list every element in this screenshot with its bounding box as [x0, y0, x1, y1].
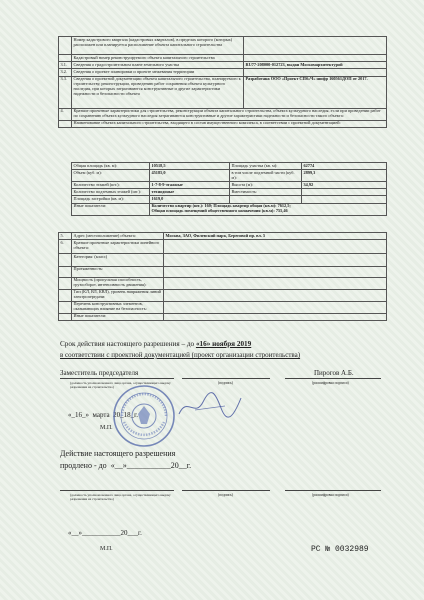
validity-suffix: в соответствии с проектной документацией (проект организации строительства) [60, 351, 301, 359]
validity-prefix: Срок действия настоящего разрешения – до [60, 340, 195, 348]
serial-number: РС № 0032989 [311, 545, 369, 554]
table-row [72, 170, 387, 182]
table-cell: Номер кадастрового квартала (кадастровых кварталов), в пределах которого (которых) расположен или планируется расположение объекта капитального строительства [72, 37, 244, 55]
signer-name: Пирогов А.Б. [314, 369, 354, 377]
table-cell: Количество подземных этажей (шт.): [72, 189, 150, 196]
table-cell: Сведения о проекте планировки и проекте межевания территории [72, 69, 244, 76]
caption-position: (должность уполномоченного лица органа, осуществляющего выдачу разрешения на строительство) [70, 381, 171, 389]
issue-year: 20_18_г. [113, 411, 138, 419]
address-table [58, 232, 387, 321]
table-cell: Разработана ООО «Проект СПб»Ч» шифр 160561ДОП от 2017. [244, 76, 387, 108]
table-cell: Сведения о градостроительном плане земельного участка [72, 62, 244, 69]
table-cell: Сведения о проектной документации объекта капитального строительства, планируемого к строительству, реконструкции, проведению работ сохранения объекта культурного наследия, при которых затрагиваются конструктивные и другие характеристики надежности и безопасности объекта [72, 76, 244, 108]
signature-scribble [175, 388, 245, 422]
characteristics-table [71, 162, 387, 216]
table-cell: 34,92 [302, 182, 387, 189]
other-value-line: Общая площадь помещений общественного назначения (кв.м): 755,46 [151, 208, 288, 214]
row-number: 5. [59, 233, 72, 240]
table-cell: Иные показатели: [72, 203, 150, 215]
table-cell [150, 203, 387, 215]
table-cell: Краткие проектные характеристики линейного объекта: [72, 240, 164, 254]
table-cell: Адрес (местоположение) объекта: [72, 233, 164, 240]
extension-date: «__»___________20___г. [68, 529, 142, 537]
table-row [72, 203, 387, 215]
table-cell: 45185,0 [150, 170, 230, 182]
table-cell: Объем (куб. м): [72, 170, 150, 182]
table-row [59, 266, 387, 277]
row-number: 3.2. [59, 69, 72, 76]
table-row [59, 289, 387, 301]
table-row [59, 37, 387, 55]
table-cell: Тип (КЛ, ВЛ, КВЛ), уровень напряжения линий электропередачи: [72, 289, 164, 301]
table-row [59, 254, 387, 266]
table-cell: Москва, ЗАО, Филевский парк, Береговой пр. вл. 5 [164, 233, 387, 240]
table-cell: Наименование объекта капитального строительства, входящего в состав имущественного комплекса, в соответствии с проектной документацией: [72, 120, 387, 127]
table-cell: технодоные [150, 189, 230, 196]
table-row [72, 189, 387, 196]
table-cell: Краткие проектные характеристики для строительства, реконструкции объекта капитального строительства, объекта культурного наследия, если при проведении работ по сохранению объекта культурного наследия затрагиваются конструктивные и другие характеристики надежности и безопасности такого объекта: [72, 108, 387, 120]
signer-position: Заместитель председателя [60, 369, 139, 377]
table-row [59, 55, 387, 62]
table-cell: 1-7-8-9-этажные [150, 182, 230, 189]
table-cell: 62774 [302, 163, 387, 170]
row-number: 6. [59, 240, 72, 254]
table-cell: Площадь застройки (кв. м): [72, 196, 150, 203]
table-cell: Высота (м): [230, 182, 302, 189]
validity-line [60, 340, 251, 348]
caption-signature: (подпись) [218, 381, 233, 385]
table-row [59, 76, 387, 108]
row-number: 3.1. [59, 62, 72, 69]
table-row [59, 277, 387, 289]
table-cell: Количество этажей (шт.): [72, 182, 150, 189]
table-row [59, 69, 387, 76]
other-value-line: Количество квартир (шт.): 160; Площадь квартир общая (кв.м): 7612,5; [151, 203, 291, 209]
prolong-label: продлено - до [60, 461, 107, 470]
caption-signature: (подпись) [218, 493, 233, 497]
table-cell: Категория: (класс) [72, 254, 164, 266]
table-row [59, 301, 387, 313]
row-number: 4. [59, 108, 72, 120]
issue-month: марта [92, 411, 110, 419]
caption-name: (расшифровка подписи) [312, 381, 349, 385]
table-cell: Иные показатели: [72, 313, 164, 320]
caption-position: (должность уполномоченного лица органа, осуществляющего выдачу разрешения на строительство) [70, 493, 171, 501]
table-row [59, 233, 387, 240]
extension-title: Действие настоящего разрешения [60, 449, 176, 458]
table-cell: 10518,5 [150, 163, 230, 170]
table-cell: Кадастровый номер реконструируемого объекта капитального строительства [72, 55, 244, 62]
table-row [59, 62, 387, 69]
table-row [59, 240, 387, 254]
seal-place-label: М.П. [100, 425, 113, 431]
table-cell: Площадь участка (кв. м): [230, 163, 302, 170]
validity-date: «16» ноября 2019 [195, 340, 252, 348]
caption-name: (расшифровка подписи) [312, 493, 349, 497]
table-cell: Общая площадь (кв. м): [72, 163, 150, 170]
table-cell: Протяженность: [72, 266, 164, 277]
table-cell: RU77-208000-012723, выдан Москомархитектурой [244, 62, 387, 69]
prolong-blank: «__»___________20__г. [110, 461, 192, 470]
table-cell: Вместимость: [230, 189, 302, 196]
permit-table [58, 36, 387, 128]
table-cell: 1619,0 [150, 196, 230, 203]
table-row [72, 196, 387, 203]
table-cell: Мощность (пропускная способность, грузооборот, интенсивность движения): [72, 277, 164, 289]
table-row [72, 163, 387, 170]
extension-prolong [60, 461, 191, 470]
issue-day: «_16_» [68, 411, 89, 419]
table-row [59, 120, 387, 127]
table-row [59, 313, 387, 320]
table-cell: 2899,3 [302, 170, 387, 182]
official-seal [112, 384, 176, 448]
table-row [59, 108, 387, 120]
table-row [72, 182, 387, 189]
seal-place-label: М.П. [100, 546, 113, 552]
table-cell: в том числе подземной части (куб. м): [230, 170, 302, 182]
row-number: 3.3. [59, 76, 72, 108]
table-cell: Перечень конструктивных элементов, оказывающих влияние на безопасность: [72, 301, 164, 313]
